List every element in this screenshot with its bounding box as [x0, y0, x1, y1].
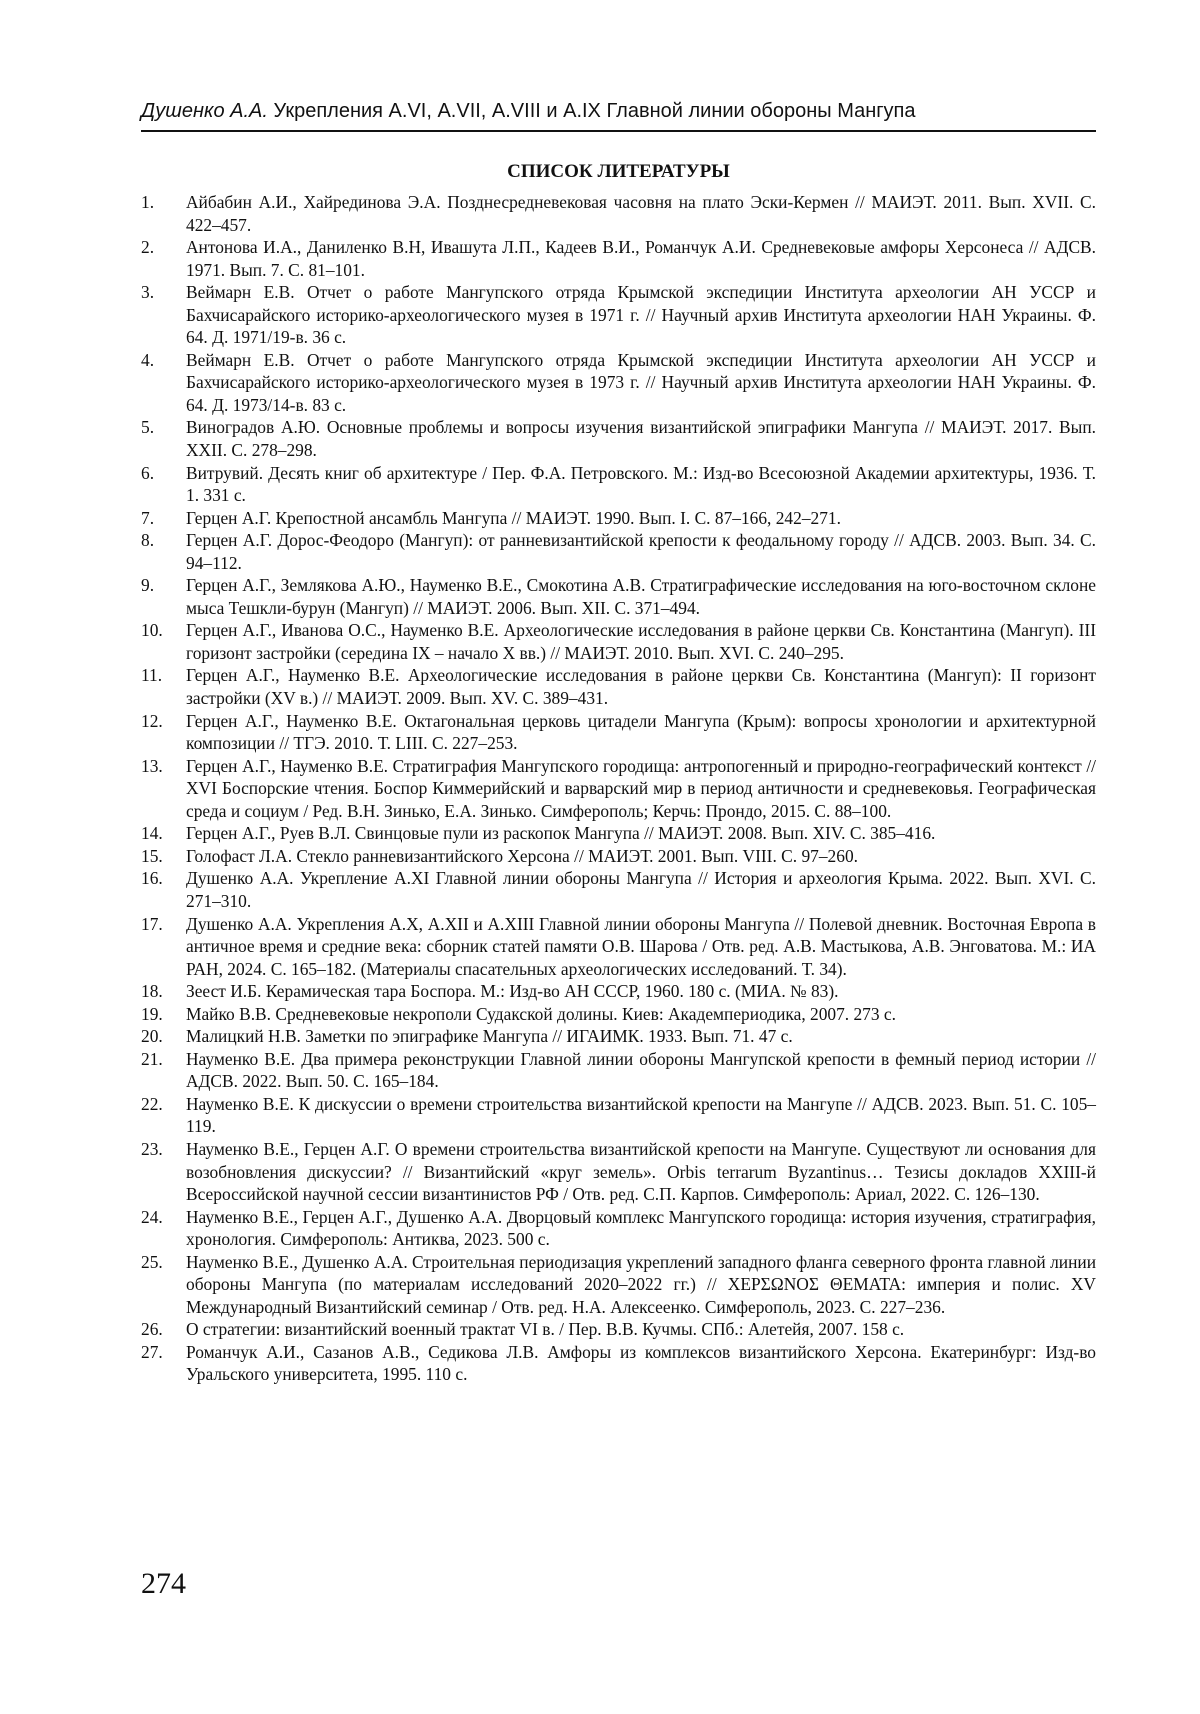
reference-number: 23. — [141, 1138, 163, 1159]
reference-text: Герцен А.Г. Крепостной ансамбль Мангупа // МАИЭТ. 1990. Вып. I. С. 87–166, 242–271. — [186, 507, 841, 528]
section-title: СПИСОК ЛИТЕРАТУРЫ — [507, 161, 730, 182]
reference-item — [141, 710, 1096, 755]
reference-number: 9. — [141, 575, 155, 596]
reference-text: Науменко В.Е. К дискуссии о времени строительства византийской крепости на Мангупе // АДСВ. 2023. Вып. 51. С. 105–119. — [186, 1093, 1096, 1137]
reference-text: Голофаст Л.А. Стекло ранневизантийского Херсона // МАИЭТ. 2001. Вып. VIII. С. 97–260. — [186, 845, 858, 866]
reference-text: Зеест И.Б. Керамическая тара Боспора. М.: Изд-во АН СССР, 1960. 180 с. (МИА. № 83). — [186, 981, 839, 1002]
reference-item — [141, 529, 1096, 574]
reference-text: Герцен А.Г., Науменко В.Е. Октагональная церковь цитадели Мангупа (Крым): вопросы хронологии и архитектурной композиции // ТГЭ. 2010. Т. LIII. С. 227–253. — [186, 710, 1096, 754]
reference-number: 1. — [141, 192, 155, 212]
reference-text: Антонова И.А., Даниленко В.Н, Ивашута Л.П., Кадеев В.И., Романчук А.И. Средневековые амфоры Херсонеса // АДСВ. 1971. Вып. 7. С. 81–101. — [186, 237, 1096, 280]
reference-number: 7. — [141, 507, 155, 528]
reference-text: Науменко В.Е., Герцен А.Г. О времени строительства византийской крепости на Мангупе. Существуют ли основания для возобновления дискуссии? // Византийский «круг земель». Orbis terrarum Byzantinus… Тезисы докладов XXIII-й Всероссийской научной сессии византинистов РФ / Отв. ред. С.П. Карпов. Симферополь: Ариал, 2022. С. 126–130. — [186, 1138, 1096, 1205]
running-header — [141, 98, 1096, 124]
reference-text: Герцен А.Г., Науменко В.Е. Стратиграфия Мангупского городища: антропогенный и природно-географический контекст // XVI Боспорские чтения. Боспор Киммерийский и варварский мир в период античности и средневековья. Географическая среда и социум / Ред. В.Н. Зинько, Е.А. Зинько. Симферополь; Керчь: Прондо, 2015. С. 88–100. — [186, 755, 1096, 821]
reference-text: Науменко В.Е. Два примера реконструкции Главной линии обороны Мангупской крепости в фемный период истории // АДСВ. 2022. Вып. 50. С. 165–184. — [186, 1048, 1096, 1092]
reference-item — [141, 980, 1096, 1003]
reference-list — [141, 191, 1096, 1386]
header-rule — [141, 130, 1096, 132]
reference-item — [141, 1003, 1096, 1026]
reference-text: Герцен А.Г., Науменко В.Е. Археологические исследования в районе церкви Св. Константина (Мангуп): II горизонт застройки (XV в.) // МАИЭТ. 2009. Вып. XV. С. 389–431. — [186, 665, 1096, 709]
reference-number: 6. — [141, 462, 155, 483]
reference-item — [141, 1251, 1096, 1319]
reference-number: 26. — [141, 1319, 163, 1340]
reference-item — [141, 1093, 1096, 1138]
reference-number: 5. — [141, 417, 155, 438]
reference-text: Науменко В.Е., Герцен А.Г., Душенко А.А. Дворцовый комплекс Мангупского городища: история изучения, стратиграфия, хронология. Симферополь: Антиква, 2023. 500 с. — [186, 1206, 1096, 1250]
reference-number: 22. — [141, 1093, 163, 1114]
reference-number: 15. — [141, 845, 163, 866]
reference-item — [141, 664, 1096, 709]
reference-text: Веймарн Е.В. Отчет о работе Мангупского отряда Крымской экспедиции Института археологии АН УССР и Бахчисарайского историко-археологического музея в 1971 г. // Научный архив Института археологии НАН Украины. Ф. 64. Д. 1971/19-в. 36 с. — [186, 282, 1096, 348]
reference-number: 4. — [141, 349, 155, 370]
reference-text: Виноградов А.Ю. Основные проблемы и вопросы изучения византийской эпиграфики Мангупа // МАИЭТ. 2017. Вып. XXII. С. 278–298. — [186, 417, 1096, 461]
reference-item — [141, 236, 1096, 281]
page-number: 274 — [141, 1567, 186, 1600]
reference-item — [141, 1138, 1096, 1206]
reference-number: 18. — [141, 981, 163, 1002]
reference-item — [141, 1318, 1096, 1341]
reference-number: 8. — [141, 530, 155, 551]
reference-text: Веймарн Е.В. Отчет о работе Мангупского отряда Крымской экспедиции Института археологии АН УССР и Бахчисарайского историко-археологического музея в 1973 г. // Научный архив Института археологии НАН Украины. Ф. 64. Д. 1973/14-в. 83 с. — [186, 349, 1096, 415]
reference-number: 13. — [141, 755, 163, 776]
reference-item — [141, 845, 1096, 868]
header-title: Укрепления А.VI, А.VII, А.VIII и А.IX Главной линии обороны Мангупа — [273, 100, 916, 122]
reference-number: 21. — [141, 1048, 163, 1069]
reference-item — [141, 619, 1096, 664]
reference-item — [141, 1341, 1096, 1386]
reference-number: 16. — [141, 868, 163, 889]
reference-number: 2. — [141, 237, 155, 258]
reference-text: Герцен А.Г., Руев В.Л. Свинцовые пули из раскопок Мангупа // МАИЭТ. 2008. Вып. XIV. С. 385–416. — [186, 823, 936, 844]
reference-text: Герцен А.Г., Иванова О.С., Науменко В.Е. Археологические исследования в районе церкви Св. Константина (Мангуп). III горизонт застройки (середина IX – начало X вв.) // МАИЭТ. 2010. Вып. XVI. С. 240–295. — [186, 620, 1096, 663]
reference-text: О стратегии: византийский военный трактат VI в. / Пер. В.В. Кучмы. СПб.: Алетейя, 2007. 158 с. — [186, 1319, 905, 1340]
reference-number: 10. — [141, 620, 163, 641]
reference-text: Малицкий Н.В. Заметки по эпиграфике Мангупа // ИГАИМК. 1933. Вып. 71. 47 с. — [186, 1026, 793, 1047]
header-author: Душенко А.А. — [141, 100, 268, 122]
reference-text: Романчук А.И., Сазанов А.В., Седикова Л.В. Амфоры из комплексов византийского Херсона. Екатеринбург: Изд-во Уральского университета, 1995. 110 с. — [186, 1341, 1096, 1385]
reference-number: 24. — [141, 1206, 163, 1227]
reference-item — [141, 191, 1096, 236]
reference-number: 19. — [141, 1003, 163, 1024]
reference-number: 17. — [141, 913, 163, 934]
reference-item — [141, 822, 1096, 845]
reference-item — [141, 867, 1096, 912]
reference-item — [141, 416, 1096, 461]
reference-text: Айбабин А.И., Хайрединова Э.А. Позднесредневековая часовня на плато Эски-Кермен // МАИЭТ. 2011. Вып. XVII. С. 422–457. — [186, 192, 1096, 235]
reference-item — [141, 755, 1096, 823]
reference-number: 14. — [141, 823, 163, 844]
reference-item — [141, 1025, 1096, 1048]
reference-number: 25. — [141, 1251, 163, 1272]
reference-item — [141, 462, 1096, 507]
reference-item — [141, 1048, 1096, 1093]
reference-item — [141, 574, 1096, 619]
reference-number: 12. — [141, 710, 163, 731]
reference-text: Майко В.В. Средневековые некрополи Судакской долины. Киев: Академпериодика, 2007. 273 с. — [186, 1003, 896, 1024]
reference-number: 3. — [141, 282, 155, 303]
reference-item — [141, 913, 1096, 981]
reference-text: Герцен А.Г., Землякова А.Ю., Науменко В.Е., Смокотина А.В. Стратиграфические исследования на юго-восточном склоне мыса Тешкли-бурун (Мангуп) // МАИЭТ. 2006. Вып. XII. С. 371–494. — [186, 575, 1096, 618]
reference-item — [141, 1206, 1096, 1251]
reference-item — [141, 507, 1096, 530]
reference-item — [141, 281, 1096, 349]
reference-item — [141, 349, 1096, 417]
reference-number: 11. — [141, 665, 163, 686]
reference-text: Душенко А.А. Укрепление А.XI Главной линии обороны Мангупа // История и археология Крыма. 2022. Вып. XVI. С. 271–310. — [186, 868, 1096, 911]
reference-text: Науменко В.Е., Душенко А.А. Строительная периодизация укреплений западного фланга северного фронта главной линии обороны Мангупа (по материалам исследований 2020–2022 гг.) // ΧΕΡΣΩΝΟΣ ΘΕΜΑΤΑ: империя и полис. XV Международный Византийский семинар / Отв. ред. Н.А. Алексеенко. Симферополь, 2023. С. 227–236. — [186, 1251, 1096, 1317]
reference-number: 27. — [141, 1341, 163, 1362]
reference-text: Душенко А.А. Укрепления А.X, А.XII и А.XIII Главной линии обороны Мангупа // Полевой дневник. Восточная Европа в античное время и средние века: сборник статей памяти О.В. Шарова / Отв. ред. А.В. Мастыкова, А.В. Энговатова. М.: ИА РАН, 2024. С. 165–182. (Материалы спасательных археологических исследований. Т. 34). — [186, 913, 1096, 979]
reference-text: Герцен А.Г. Дорос-Феодоро (Мангуп): от ранневизантийской крепости к феодальному городу // АДСВ. 2003. Вып. 34. С. 94–112. — [186, 530, 1096, 573]
reference-number: 20. — [141, 1026, 163, 1047]
reference-text: Витрувий. Десять книг об архитектуре / Пер. Ф.А. Петровского. М.: Изд-во Всесоюзной Академии архитектуры, 1936. Т. 1. 331 с. — [186, 462, 1096, 506]
